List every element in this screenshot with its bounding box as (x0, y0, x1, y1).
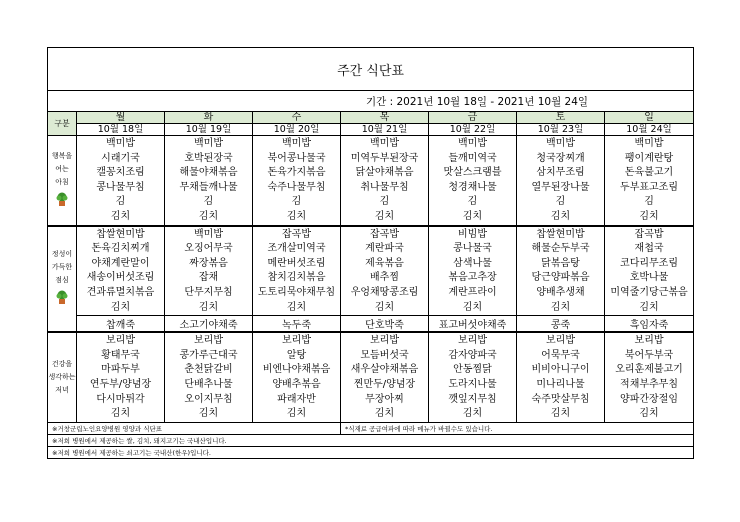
label-line: 점심 (55, 276, 69, 285)
menu-item: 잡채 (198, 272, 219, 284)
footnote-origin-beef: ※저희 병원에서 제공하는 쇠고기는 국내산(한우)입니다. (48, 446, 694, 458)
porridge-item: 녹두죽 (253, 316, 341, 333)
menu-item: 김치 (639, 210, 659, 222)
menu-item: 김 (644, 196, 654, 208)
menu-item: 김치 (110, 301, 131, 313)
menu-item: 백미밥 (106, 138, 135, 149)
dinner-label (48, 332, 77, 422)
menu-item: 청경채나물 (448, 181, 497, 193)
porridge-item: 단호박죽 (341, 316, 429, 333)
menu-item: 우엉채땅콩조림 (350, 286, 419, 298)
menu-item: 맛살스크램블 (443, 167, 502, 179)
dinner-day-1 (165, 332, 253, 422)
menu-item: 새송이버섯조림 (86, 272, 155, 284)
lunch-day-3 (341, 226, 429, 316)
menu-item: 오징어무국 (184, 243, 233, 255)
dinner-day-4 (429, 332, 517, 422)
menu-item: 김 (291, 196, 302, 208)
menu-item: 해물순두부국 (531, 243, 590, 255)
menu-item: 보리밥 (106, 335, 135, 347)
menu-item: 도토리묵야채무침 (257, 286, 336, 298)
menu-item: 백미밥 (370, 138, 399, 149)
menu-item: 김치 (374, 210, 395, 222)
menu-item: 비엔나야채볶음 (262, 364, 331, 376)
menu-item: 김치 (462, 408, 483, 420)
lunch-day-5 (517, 226, 605, 316)
label-line: 여는 (55, 164, 69, 173)
menu-item: 미역줄기당근볶음 (610, 286, 688, 298)
porridge-item: 소고기야채죽 (165, 316, 253, 333)
menu-item: 안동찜닭 (453, 364, 492, 376)
label-line: 생각하는 (48, 372, 76, 381)
menu-item: 김 (203, 196, 214, 208)
footnote-origin-rice: ※저희 병원에서 제공하는 쌀, 김치, 돼지고기는 국내산입니다. (48, 434, 694, 446)
menu-item: 보리밥 (282, 335, 311, 347)
menu-item: 볶음고추장 (448, 272, 497, 284)
label-line: 행복을 (51, 151, 73, 160)
menu-item: 견과류멸치볶음 (86, 286, 155, 298)
menu-item: 김치 (550, 408, 571, 420)
menu-item: 보리밥 (194, 335, 223, 347)
menu-item: 김치 (198, 408, 219, 420)
menu-item: 취나물무침 (360, 181, 409, 193)
label-line: 가득한 (51, 263, 73, 272)
footnote-menu-source: ※거창군립노인요양병원 영양과 식단표 (48, 422, 341, 434)
menu-item: 김치 (374, 301, 395, 313)
menu-item: 열무된장나물 (531, 181, 590, 193)
porridge-item: 흑임자죽 (605, 316, 694, 333)
menu-item: 춘천닭갈비 (184, 364, 233, 376)
menu-item: 김치 (110, 210, 131, 222)
breakfast-day-3 (341, 136, 429, 226)
menu-item: 김 (467, 196, 478, 208)
lunch-day-1 (165, 226, 253, 316)
menu-item: 비빔밥 (458, 228, 487, 240)
menu-item: 비비아니구이 (531, 364, 590, 376)
lunch-row (48, 226, 694, 316)
menu-item: 삼치무조림 (536, 167, 585, 179)
dinner-day-3 (341, 332, 429, 422)
day-name: 금 (429, 112, 517, 124)
menu-item: 북어두부국 (624, 349, 674, 361)
porridge-item: 표고버섯야채죽 (429, 316, 517, 333)
menu-item: 당근양파볶음 (531, 272, 590, 284)
menu-item: 단무지무침 (184, 286, 233, 298)
dinner-day-5 (517, 332, 605, 422)
label-line: 저녁 (55, 385, 69, 394)
menu-item: 호박나물 (629, 272, 669, 284)
lunch-day-6 (605, 226, 694, 316)
menu-item: 재첩국 (634, 243, 664, 255)
menu-item: 보리밥 (458, 335, 487, 347)
dinner-day-6 (605, 332, 694, 422)
menu-item: 김치 (286, 408, 307, 420)
day-name: 일 (605, 112, 694, 124)
menu-item: 김치 (198, 301, 219, 313)
menu-item: 잡곡밥 (370, 228, 399, 240)
day-date: 10월 20일 (253, 124, 341, 136)
dinner-day-0 (77, 332, 165, 422)
porridge-item: 찹깨죽 (77, 316, 165, 333)
menu-item: 돈육불고기 (624, 167, 674, 179)
menu-item: 해물야채볶음 (179, 167, 238, 179)
menu-item: 김 (555, 196, 566, 208)
menu-item: 닭살야채볶음 (355, 167, 414, 179)
menu-item: 모듬버섯국 (360, 349, 409, 361)
menu-item: 김치 (110, 408, 131, 420)
menu-item: 콩나물국 (453, 243, 492, 255)
potted-plant-icon (55, 290, 69, 304)
menu-item: 단배추나물 (184, 378, 233, 390)
breakfast-day-1 (165, 136, 253, 226)
lunch-day-2 (253, 226, 341, 316)
menu-item: 메란버섯조림 (267, 257, 326, 269)
menu-item: 도라지나물 (448, 378, 497, 390)
menu-item: 감자양파국 (448, 349, 497, 361)
menu-period: 기간 : 2021년 10월 18일 - 2021년 10월 24일 (48, 91, 694, 112)
menu-item: 들깨미역국 (448, 152, 497, 164)
weekly-menu-table (47, 47, 694, 459)
day-date: 10월 19일 (165, 124, 253, 136)
menu-item: 백미밥 (282, 138, 311, 149)
lunch-day-4 (429, 226, 517, 316)
menu-item: 알탕 (286, 349, 307, 361)
menu-item: 팽이계란탕 (624, 152, 674, 164)
menu-item: 김치 (286, 301, 307, 313)
menu-item: 짜장볶음 (189, 257, 228, 269)
day-date: 10월 22일 (429, 124, 517, 136)
menu-item: 다시마튀각 (96, 393, 145, 405)
day-name: 목 (341, 112, 429, 124)
menu-item: 계란프라이 (448, 286, 497, 298)
menu-item: 백미밥 (634, 138, 664, 149)
menu-item: 새우살야채볶음 (350, 364, 419, 376)
lunch-label (48, 226, 77, 333)
day-name: 화 (165, 112, 253, 124)
menu-item: 양배추볶음 (272, 378, 321, 390)
menu-item: 오리훈제불고기 (615, 364, 683, 376)
potted-plant-icon (55, 192, 69, 206)
menu-item: 황태무국 (101, 349, 140, 361)
day-name: 월 (77, 112, 165, 124)
menu-item: 어묵무국 (541, 349, 580, 361)
menu-item: 제육볶음 (365, 257, 404, 269)
menu-item: 미역두부된장국 (350, 152, 419, 164)
menu-item: 캘꽁치조림 (96, 167, 145, 179)
menu-item: 김 (379, 196, 390, 208)
menu-item: 백미밥 (458, 138, 487, 149)
label-line: 건강을 (51, 359, 73, 368)
menu-item: 백미밥 (194, 228, 223, 240)
lunch-day-0 (77, 226, 165, 316)
menu-item: 돈육가지볶음 (267, 167, 326, 179)
label-line: 아침 (55, 177, 69, 186)
menu-item: 백미밥 (194, 138, 223, 149)
page-title: 주간 식단표 (48, 48, 694, 91)
menu-item: 삼색나물 (453, 257, 492, 269)
menu-item: 김치 (462, 301, 483, 313)
menu-item: 김치 (374, 408, 395, 420)
menu-item: 김치 (639, 301, 659, 313)
menu-item: 김치 (550, 210, 571, 222)
menu-item: 적채부추무침 (620, 378, 679, 390)
menu-item: 계란파국 (365, 243, 404, 255)
porridge-item: 콩죽 (517, 316, 605, 333)
breakfast-day-5 (517, 136, 605, 226)
menu-item: 두부표고조림 (620, 181, 679, 193)
label-line: 정성이 (51, 250, 73, 259)
menu-item: 닭볶음탕 (541, 257, 580, 269)
menu-item: 무채들깨나물 (179, 181, 238, 193)
menu-item: 찹쌀현미밥 (536, 228, 585, 240)
menu-item: 백미밥 (546, 138, 575, 149)
menu-item: 찹쌀현미밥 (96, 228, 145, 240)
day-date: 10월 24일 (605, 124, 694, 136)
menu-item: 참치김치볶음 (267, 272, 326, 284)
menu-item: 양파간장절임 (620, 393, 679, 405)
menu-item: 김치 (550, 301, 571, 313)
menu-item: 파래자반 (277, 393, 316, 405)
menu-item: 콩나물무침 (96, 181, 145, 193)
menu-item: 김 (115, 196, 126, 208)
menu-item: 잡곡밥 (282, 228, 311, 240)
breakfast-day-4 (429, 136, 517, 226)
breakfast-day-2 (253, 136, 341, 226)
menu-item: 보리밥 (546, 335, 575, 347)
menu-item: 보리밥 (370, 335, 399, 347)
day-name: 토 (517, 112, 605, 124)
menu-item: 배추찜 (370, 272, 399, 284)
day-date: 10월 23일 (517, 124, 605, 136)
menu-item: 무장아찌 (365, 393, 404, 405)
menu-item: 숙주맛살무침 (531, 393, 590, 405)
dinner-day-2 (253, 332, 341, 422)
menu-item: 코다리무조림 (620, 257, 679, 269)
menu-item: 마파두부 (101, 364, 140, 376)
day-name: 수 (253, 112, 341, 124)
menu-item: 콩가루근대국 (179, 349, 238, 361)
menu-item: 청국장찌개 (536, 152, 585, 164)
menu-item: 조개살미역국 (267, 243, 326, 255)
menu-item: 북어콩나물국 (267, 152, 326, 164)
menu-item: 김치 (462, 210, 483, 222)
menu-item: 잡곡밥 (634, 228, 664, 240)
breakfast-day-6 (605, 136, 694, 226)
dinner-row (48, 332, 694, 422)
menu-item: 보리밥 (634, 335, 664, 347)
porridge-row (48, 316, 694, 333)
day-date: 10월 18일 (77, 124, 165, 136)
menu-item: 미나리나물 (536, 378, 585, 390)
menu-item: 시래기국 (101, 152, 140, 164)
gubun-label: 구분 (48, 112, 77, 136)
menu-item: 연두부/양념장 (89, 378, 152, 390)
breakfast-row (48, 136, 694, 226)
menu-item: 돈육김치찌개 (91, 243, 150, 255)
menu-item: 찐만두/양념장 (353, 378, 416, 390)
menu-item: 깻잎지무침 (448, 393, 497, 405)
menu-item: 양배추생채 (536, 286, 585, 298)
footnote-menu-change: *식재료 공급여파에 따라 메뉴가 바뀔수도 있습니다. (341, 422, 694, 434)
breakfast-label (48, 136, 77, 226)
menu-item: 야채계란말이 (91, 257, 150, 269)
breakfast-day-0 (77, 136, 165, 226)
menu-item: 김치 (286, 210, 307, 222)
menu-item: 김치 (198, 210, 219, 222)
menu-item: 김치 (639, 408, 659, 420)
menu-item: 숙주나물무침 (267, 181, 326, 193)
day-date: 10월 21일 (341, 124, 429, 136)
menu-item: 호박된장국 (184, 152, 233, 164)
menu-item: 오이지무침 (184, 393, 233, 405)
